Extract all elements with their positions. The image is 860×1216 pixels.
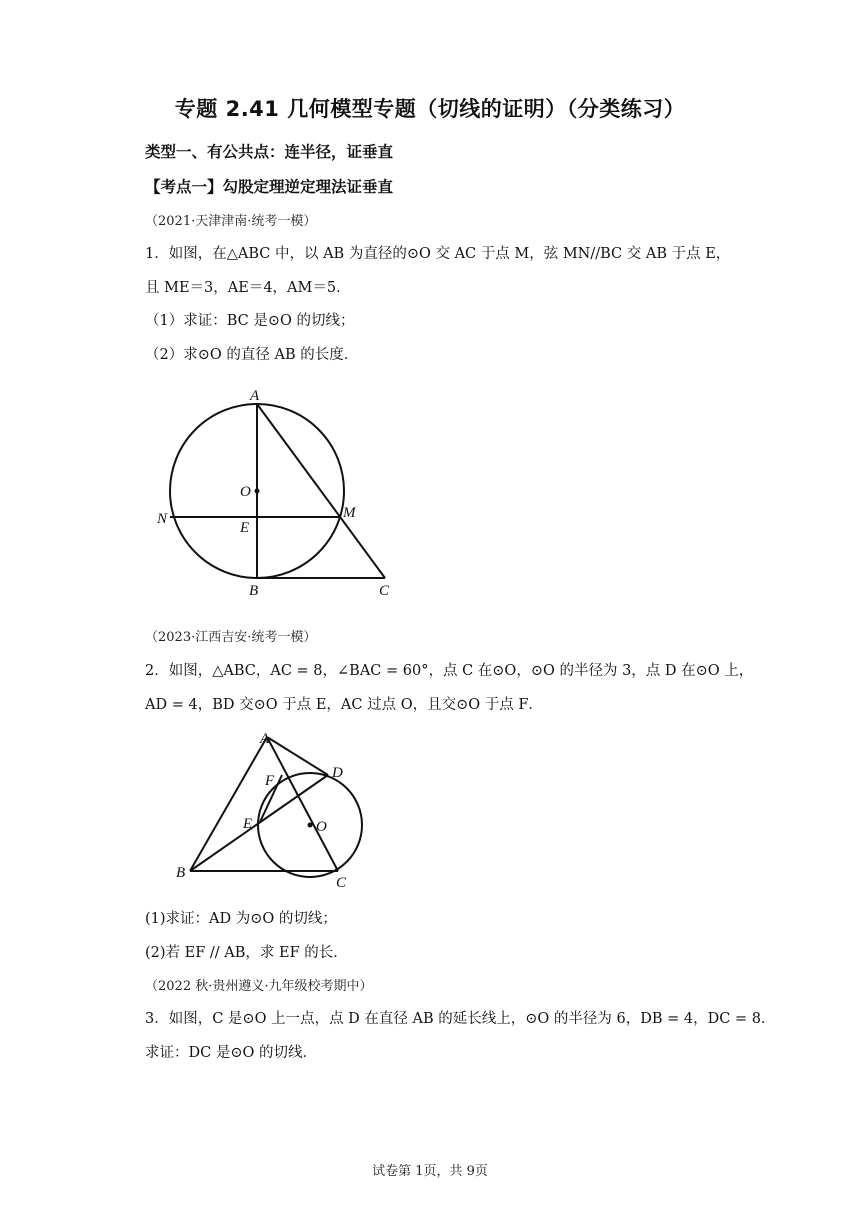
label-a: A <box>250 388 260 404</box>
problem-3-line-1: 3．如图，C 是⊙O 上一点，点 D 在直径 AB 的延长线上，⊙O 的半径为 6，DB = 4，DC = 8． <box>145 1011 776 1027</box>
label-a: A <box>260 731 270 747</box>
label-o: O <box>240 484 251 500</box>
problem-2-part-1: (1)求证：AD 为⊙O 的切线； <box>145 911 337 927</box>
segment-ac <box>257 404 385 578</box>
label-e: E <box>243 816 253 832</box>
segment-ac <box>267 737 338 871</box>
problem-1-line-3: （1）求证：BC 是⊙O 的切线； <box>145 313 355 329</box>
section-heading: 类型一、有公共点：连半径，证垂直 <box>145 143 394 161</box>
segment-bd <box>190 775 328 871</box>
problem-1-line-4: （2）求⊙O 的直径 AB 的长度． <box>145 347 359 363</box>
label-c: C <box>336 875 347 890</box>
problem-1-line-2: 且 ME＝3，AE＝4，AM＝5． <box>145 280 351 296</box>
center-dot <box>308 823 313 828</box>
problem-2-line-1: 2．如图，△ABC，AC = 8，∠BAC = 60°，点 C 在⊙O，⊙O 的半径为 3，点 D 在⊙O 上， <box>145 663 754 679</box>
problem-2-line-2: AD = 4，BD 交⊙O 于点 E，AC 过点 O，且交⊙O 于点 F． <box>145 697 543 713</box>
problem-3-line-2: 求证：DC 是⊙O 的切线． <box>145 1045 317 1061</box>
segment-ab <box>190 737 267 871</box>
label-e: E <box>240 520 250 536</box>
subsection-heading: 【考点一】勾股定理逆定理法证垂直 <box>145 178 394 196</box>
problem-2-part-2: (2)若 EF // AB，求 EF 的长． <box>145 945 348 961</box>
problem-1-figure <box>145 380 405 605</box>
label-m: M <box>343 505 356 521</box>
label-b: B <box>249 583 259 599</box>
label-n: N <box>157 511 168 527</box>
problem-3-source: （2022 秋·贵州遵义·九年级校考期中） <box>145 979 373 994</box>
problem-1-line-1: 1．如图，在△ABC 中，以 AB 为直径的⊙O 交 AC 于点 M，弦 MN//BC 交 AB 于点 E， <box>145 246 731 262</box>
problem-1-source: （2021·天津津南·统考一模） <box>145 214 317 229</box>
label-f: F <box>265 773 275 789</box>
page-footer: 试卷第 1页，共 9页 <box>372 1164 488 1179</box>
label-o: O <box>316 819 327 835</box>
problem-2-source: （2023·江西吉安·统考一模） <box>145 630 317 645</box>
page-title: 专题 2.41 几何模型专题（切线的证明）（分类练习） <box>174 97 686 121</box>
problem-2-figure <box>170 725 370 890</box>
label-b: B <box>176 865 186 881</box>
label-c: C <box>379 583 390 599</box>
center-dot <box>255 489 260 494</box>
label-d: D <box>332 765 343 781</box>
